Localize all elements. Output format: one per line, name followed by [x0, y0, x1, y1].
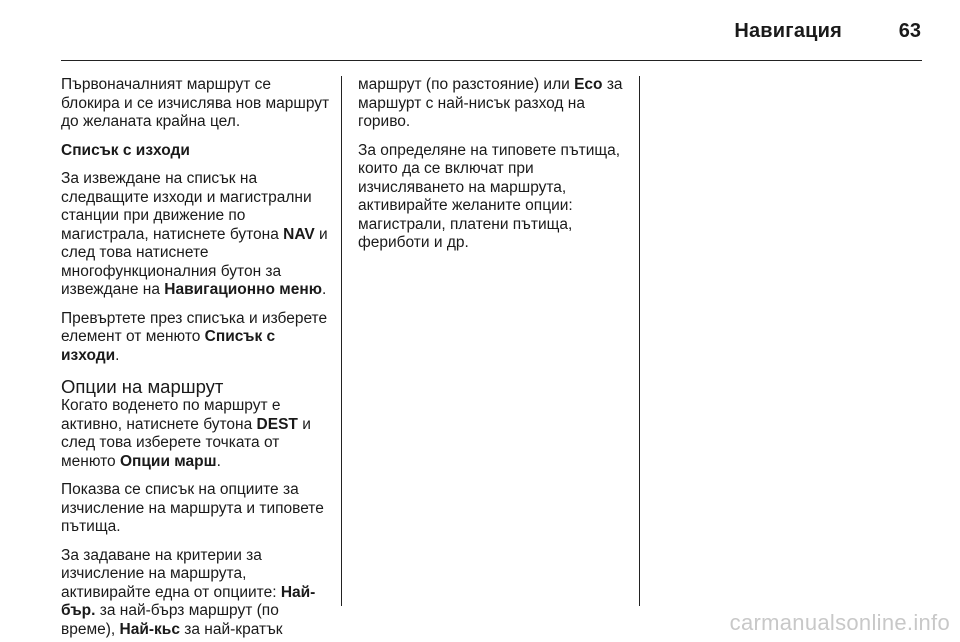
watermark-text: carmanualsonline.info	[729, 610, 950, 635]
navigation-menu-label: Навигационно меню	[164, 281, 322, 298]
text-run: за най-кратък	[179, 620, 283, 638]
paragraph-exit-list-intro	[61, 170, 331, 300]
paragraph-scroll-list	[61, 310, 331, 366]
column-divider-left	[341, 76, 342, 606]
page-header	[0, 0, 960, 62]
column-divider-right	[639, 76, 640, 606]
text-run: и след това натиснете многофункционалния бутон за извеждане на	[61, 225, 328, 298]
header-rule	[61, 60, 922, 61]
text-run: Когато воденето по маршрут е активно, натиснете бутона	[61, 397, 281, 433]
fastest-option-label: Най-бър.	[61, 583, 316, 619]
text-run: за най-бърз маршрут (по време),	[61, 602, 279, 638]
subheading-exit-list: Списък с изходи	[61, 141, 190, 159]
paragraph-route-criteria-cont	[358, 76, 626, 132]
text-run: Превъртете през списъка и изберете елемент от менюто	[61, 309, 328, 345]
text-run: за маршурт с най-нисък разход на гориво.	[358, 76, 623, 130]
paragraph-route-blocked: Първоначалният маршрут се блокира и се изчислява нов маршрут до желаната крайна цел.	[61, 76, 330, 130]
eco-option-label: Eco	[574, 76, 603, 93]
page-title: Навигация	[734, 20, 842, 42]
page-number: 63	[898, 20, 921, 42]
text-run: .	[216, 452, 221, 470]
text-run: .	[115, 346, 120, 364]
text-run: За извеждане на списък на следващите изходи и магистрални станции при движение по магистрала, натиснете бутона	[61, 170, 312, 243]
text-run: и след това изберете точката от менюто	[61, 415, 311, 470]
dest-button-label: DEST	[256, 415, 298, 433]
text-run: маршрут (по разстояние) или	[358, 76, 575, 93]
nav-button-label: NAV	[283, 225, 315, 243]
route-options-menu-label: Опции марш	[119, 452, 217, 470]
paragraph-road-types: За определяне на типовете пътища, които да се включат при изчисляването на маршрута, активирайте желаните опции: магистрали, платени пътища, фериботи и др.	[358, 141, 621, 251]
section-heading-route-options: Опции на маршрут	[61, 376, 224, 397]
text-column-middle	[358, 76, 626, 263]
text-run: .	[321, 281, 327, 298]
paragraph-options-list: Показва се списък на опциите за изчисление на маршрута и типовете пътища.	[61, 481, 324, 535]
exit-list-menu-label: Списък с изходи	[61, 328, 276, 364]
shortest-option-label: Най-кьс	[119, 620, 180, 638]
paragraph-route-criteria	[61, 547, 331, 640]
text-run: За задаване на критерии за изчисление на маршрута, активирайте една от опциите:	[61, 546, 281, 601]
text-column-left	[61, 76, 331, 639]
paragraph-route-options-intro	[61, 397, 331, 471]
